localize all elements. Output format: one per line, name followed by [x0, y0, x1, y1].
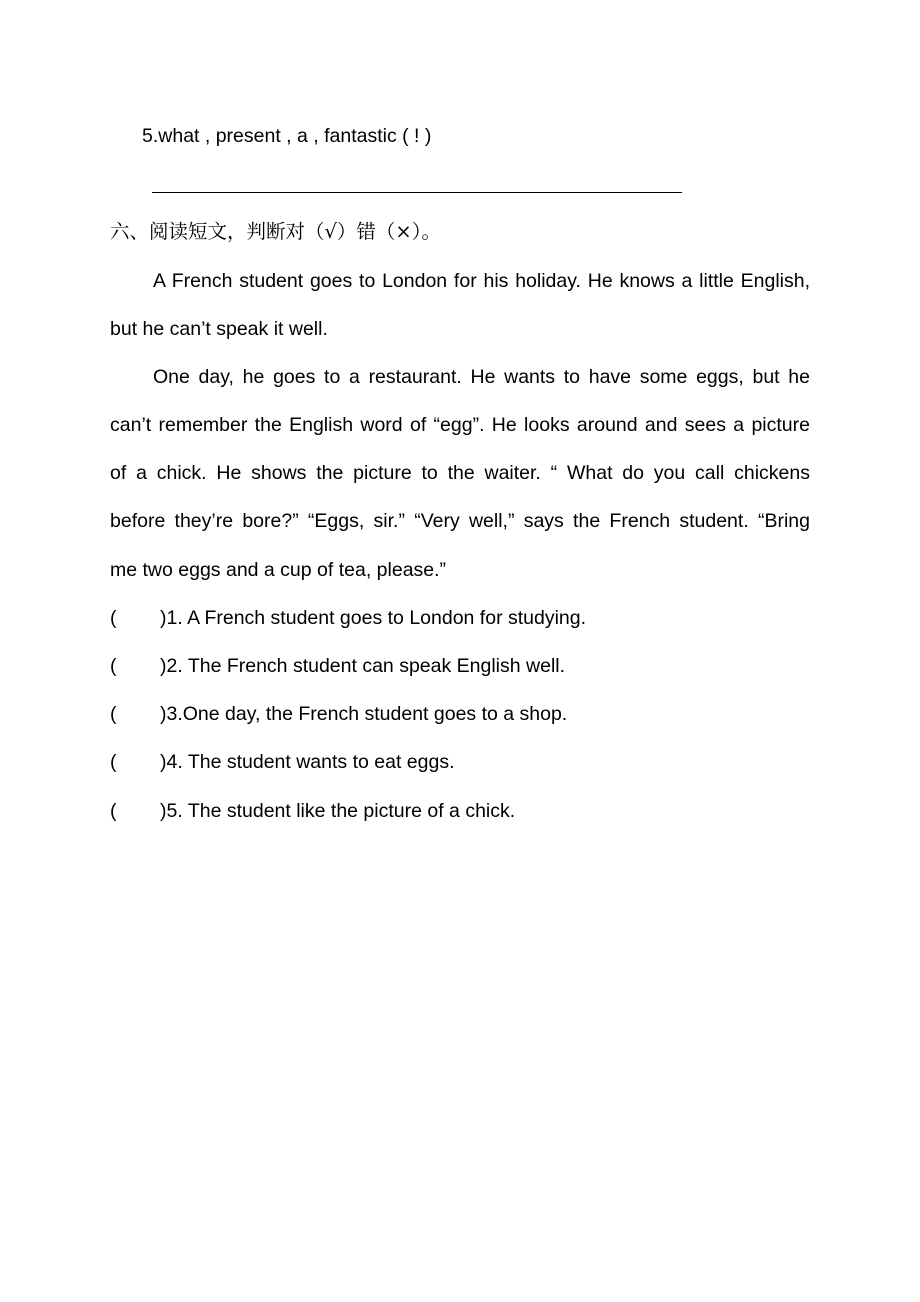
passage-line: of a chick. He shows the picture to the waiter. “ What do you call chickens — [110, 462, 810, 484]
judgment-text: )4. The student wants to eat eggs. — [160, 751, 455, 773]
judgment-answer-blank[interactable]: ( — [110, 655, 117, 677]
judgment-answer-blank[interactable]: ( — [110, 800, 117, 822]
judgment-item[interactable] — [110, 702, 810, 726]
passage-line: before they’re bore?” “Eggs, sir.” “Very well,” says the French student. “Bring — [110, 510, 810, 532]
passage-line: can’t remember the English word of “egg”. He looks around and sees a picture — [110, 414, 810, 436]
judgment-answer-blank[interactable]: ( — [110, 703, 117, 725]
passage-line: One day, he goes to a restaurant. He wants to have some eggs, but he — [153, 366, 810, 388]
judgment-text: )2. The French student can speak English well. — [160, 655, 566, 677]
question-5-prompt: 5.what , present , a , fantastic ( ! ) — [142, 125, 432, 147]
judgment-item[interactable] — [110, 606, 810, 630]
answer-blank-line[interactable] — [152, 192, 682, 193]
judgment-answer-blank[interactable]: ( — [110, 607, 117, 629]
judgment-text: )5. The student like the picture of a chick. — [160, 800, 516, 822]
judgment-text: )1. A French student goes to London for studying. — [160, 607, 587, 629]
judgment-text: )3.One day, the French student goes to a shop. — [160, 703, 568, 725]
passage-line: A French student goes to London for his holiday. He knows a little English, — [153, 270, 810, 292]
passage-line: but he can’t speak it well. — [110, 318, 328, 340]
judgment-item[interactable] — [110, 750, 810, 774]
section-heading: 六、阅读短文，判断对（√）错（×）。 — [110, 220, 442, 243]
passage-line: me two eggs and a cup of tea, please.” — [110, 559, 447, 581]
judgment-item[interactable] — [110, 654, 810, 678]
judgment-answer-blank[interactable]: ( — [110, 751, 117, 773]
judgment-item[interactable] — [110, 799, 810, 823]
